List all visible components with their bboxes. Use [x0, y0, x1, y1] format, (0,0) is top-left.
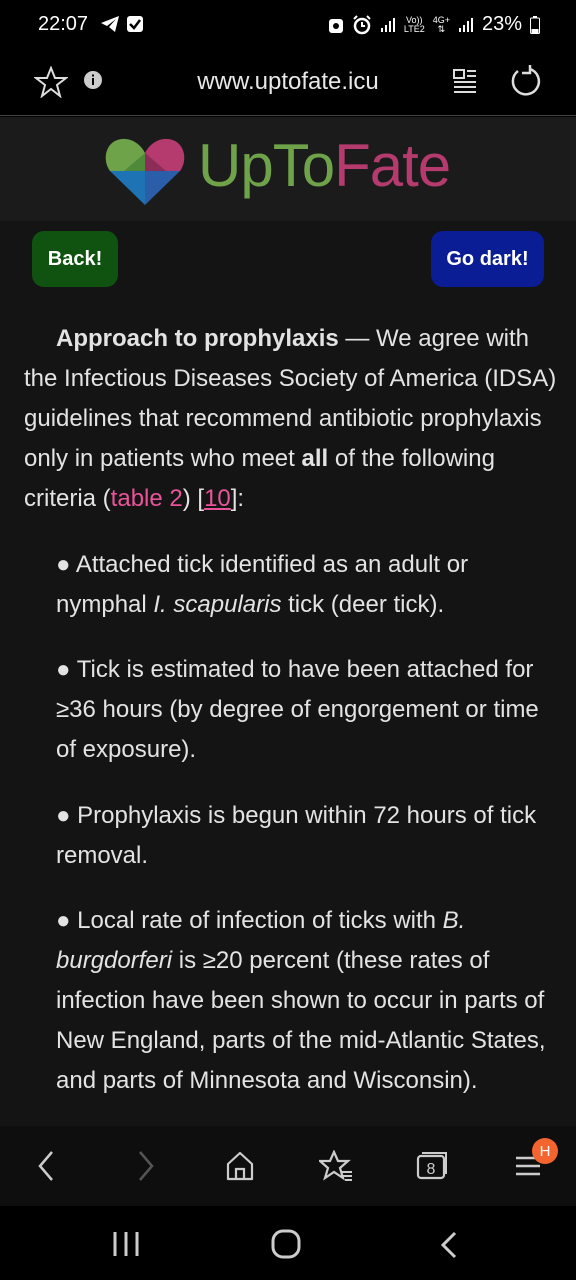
url-text[interactable]: www.uptofate.icu: [197, 68, 379, 95]
reader-mode-icon[interactable]: [452, 67, 478, 95]
status-time: 22:07: [38, 13, 89, 35]
menu-notification-badge: H: [532, 1138, 558, 1164]
criteria-item: ● Prophylaxis is begun within 72 hours of tick removal.: [56, 802, 537, 869]
back-button[interactable]: Back!: [32, 231, 118, 287]
article-content: [0, 221, 576, 1126]
browser-url-bar: [0, 50, 576, 116]
checkbox-notification-icon: [126, 15, 144, 33]
tabs-count: 8: [426, 1161, 436, 1178]
go-dark-button[interactable]: Go dark!: [431, 231, 544, 287]
browser-forward-button[interactable]: [126, 1146, 166, 1186]
site-header: [0, 117, 576, 221]
criteria-item: ● Local rate of infection of ticks with B. burgdorferi is ≥20 percent (these rates of infection have been shown to occur in parts of New England, parts of the mid-Atlantic States, and parts of Minnesota and Wisconsin).: [56, 907, 546, 1094]
telegram-icon: [100, 15, 120, 33]
home-circle-icon[interactable]: [270, 1228, 302, 1260]
home-button[interactable]: [220, 1146, 260, 1186]
browser-bottom-toolbar: [0, 1126, 576, 1206]
intro-paragraph: Approach to prophylaxis — We agree with the Infectious Diseases Society of America (IDSA) guidelines that recommend antibiotic prophylaxis only in patients who meet all of the following criteria (table 2) [10]:: [24, 325, 557, 512]
battery-icon: [530, 16, 540, 34]
chevron-left-icon: [36, 1150, 56, 1182]
status-bar: [0, 0, 576, 50]
recent-apps-icon[interactable]: [112, 1230, 140, 1258]
alarm-icon: [352, 15, 372, 35]
chevron-right-icon: [136, 1150, 156, 1182]
tabs-icon: [415, 1150, 449, 1182]
lock-icon: [328, 16, 344, 34]
battery-percent: 23%: [481, 13, 522, 35]
bookmarks-star-icon: [319, 1150, 353, 1182]
data-indicator: 4G+ ⇅: [432, 14, 450, 34]
signal-icon-2: [458, 17, 474, 33]
criteria-item: ● Attached tick identified as an adult or nymphal I. scapularis tick (deer tick).: [56, 551, 469, 618]
volte-indicator: Vo)) LTE2: [403, 14, 425, 34]
home-icon: [224, 1150, 256, 1182]
site-logo-text: UpToFate: [198, 132, 451, 199]
signal-icon: [380, 17, 396, 33]
reference-10-link[interactable]: 10: [204, 485, 231, 512]
heart-logo-icon: [104, 133, 186, 207]
system-back-icon[interactable]: [438, 1230, 460, 1260]
criteria-item: ● Tick is estimated to have been attached for ≥36 hours (by degree of engorgement or time of exposure).: [56, 656, 539, 763]
table-2-link[interactable]: table 2: [110, 485, 183, 512]
menu-button[interactable]: [508, 1142, 551, 1186]
browser-back-button[interactable]: [26, 1146, 66, 1186]
tabs-button[interactable]: [412, 1146, 452, 1186]
bookmarks-button[interactable]: [316, 1146, 356, 1186]
reload-icon[interactable]: [508, 64, 542, 98]
system-navigation-bar: [0, 1206, 576, 1280]
section-heading: Approach to prophylaxis: [56, 325, 339, 352]
